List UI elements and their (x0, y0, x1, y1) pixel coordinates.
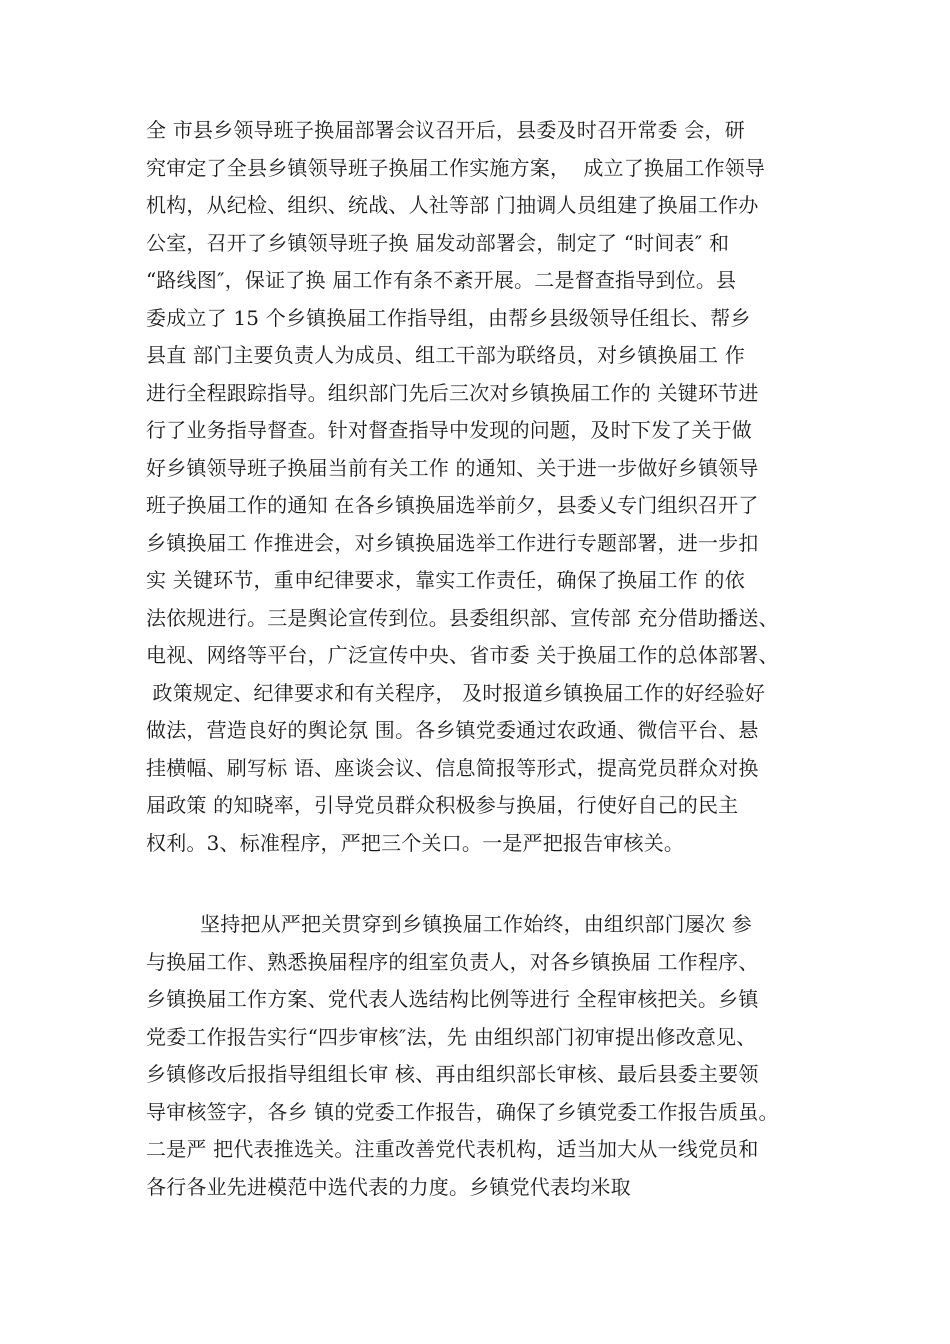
text-line: 党委工作报告实行“四步审核″法，先 由组织部门初审提出修改意见、 (146, 1024, 757, 1049)
text-line: 做法，营造良好的舆论氛 围。各乡镇党委通过农政通、微信平台、悬 (146, 718, 759, 742)
text-line: 乡镇换届工作方案、党代表人选结构比例等进行 全程审核把关。乡镇 (146, 987, 759, 1011)
paragraph-1 (146, 112, 826, 862)
text-line: 二是严 把代表推选关。注重改善党代表机构，适当加大从一线党员和 (146, 1137, 759, 1161)
text-line: “路线图″，保证了换 届工作有条不紊开展。二是督查指导到位。县 (146, 268, 737, 292)
text-line: 委成立了 15 个乡镇换届工作指导组，由帮乡县级领导任组长、帮乡 (146, 305, 751, 330)
text-line: 县直 部门主要负责人为成员、组工干部为联络员，对乡镇换届工 作 (146, 343, 745, 367)
text-line: 与换届工作、熟悉换届程序的组室负责人，对各乡镇换届 工作程序、 (146, 949, 759, 974)
text-line: 实 关键环节，重申纪律要求，靠实工作责任，确保了换届工作 的依 (146, 568, 745, 592)
paragraph-2 (146, 906, 826, 1206)
text-line: 各行各业先进模范中选代表的力度。乡镇党代表均米取 (146, 1174, 631, 1199)
text-line: 好乡镇领导班子换届当前有关工作 的通知、关于进一步做好乡镇领导 (146, 455, 759, 480)
text-line: 乡镇修改后报指导组组长审 核、再由组织部长审核、最后县委主要领 (146, 1062, 759, 1086)
text-line: 进行全程跟踪指导。组织部门先后三次对乡镇换届工作的 关键环节进 (146, 380, 759, 405)
text-line: 电视、网络等平台，广泛宣传中央、省市委 关于换届工作的总体部署、 (146, 643, 779, 667)
text-line: 全 市县乡领导班子换届部署会议召开后，县委及时召开常委 会，研 (146, 118, 745, 142)
text-line: 公室，召开了乡镇领导班子换 届发动部署会，制定了 “时间表″ 和 (146, 230, 730, 255)
text-line: 届政策 的知晓率，引导党员群众积极参与换届，行使好自己的民主 (146, 793, 739, 817)
text-line: 班子换届工作的通知 在各乡镇换届选举前夕，县委乂专门组织召开了 (146, 493, 759, 517)
text-line: 挂横幅、刷写标 语、座谈会议、信息简报等形式，提高党员群众对换 (146, 755, 759, 780)
text-line: 乡镇换届工 作推进会，对乡镇换届选举工作进行专题部署，进一步扣 (146, 530, 759, 555)
text-line: 政策规定、纪律要求和有关程序， 及时报道乡镇换届工作的好经验好 (146, 680, 766, 705)
text-line: 坚持把从严把关贯穿到乡镇换届工作始终，由组织部门屡次 参 (200, 912, 752, 936)
text-line: 行了业务指导督查。针对督查指导中发现的问题，及时下发了关于做 (146, 418, 752, 442)
text-line: 导审核签字，各乡 镇的党委工作报告，确保了乡镇党委工作报告质虽。 (146, 1099, 779, 1124)
text-line: 法依规进行。三是舆论宣传到位。县委组织部、宣传部 充分借助播送、 (146, 605, 779, 630)
text-line: 权利。3、标准程序，严把三个关口。一是严把报告审核关。 (146, 830, 685, 855)
text-line: 机构，从纪检、组织、统战、人社等部 门抽调人员组建了换届工作办 (146, 193, 759, 217)
text-line: 究审定了全县乡镇领导班子换届工作实施方案， 成立了换届工作领导 (146, 155, 766, 180)
